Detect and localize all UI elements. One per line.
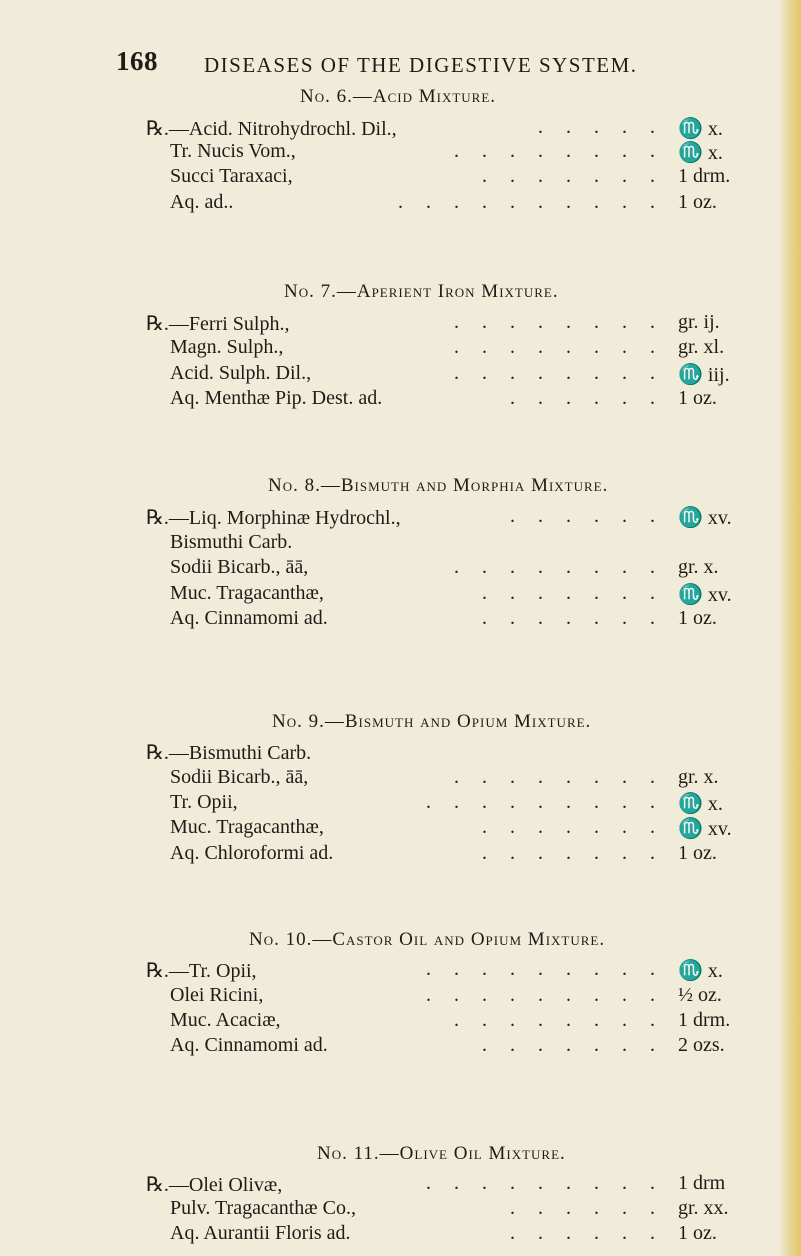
ingredient: Bismuthi Carb.	[170, 531, 293, 553]
dose: ♏ x.	[678, 960, 723, 982]
ingredient: Aq. ad..	[170, 191, 234, 213]
ingredient: Olei Ricini,	[170, 984, 264, 1006]
dot-leader: . . . . .	[538, 116, 664, 138]
recipe-row	[146, 140, 746, 168]
page-edge	[779, 0, 801, 1256]
ingredient: ℞.—Tr. Opii,	[146, 960, 257, 982]
recipe-row	[146, 531, 746, 559]
ingredient: Succi Taraxaci,	[170, 165, 293, 187]
page-header	[116, 46, 638, 77]
dose: gr. xl.	[678, 336, 725, 358]
dose: ♏ xv.	[678, 507, 732, 529]
dose: 1 drm.	[678, 1009, 731, 1031]
recipe-row	[146, 791, 746, 819]
recipe-row	[146, 1009, 746, 1037]
dot-leader: . . . . . . .	[482, 165, 664, 187]
recipe-row	[146, 1172, 746, 1200]
ingredient: Pulv. Tragacanthæ Co.,	[170, 1197, 356, 1219]
dose: 1 oz.	[678, 387, 717, 409]
recipe-row	[146, 1197, 746, 1225]
section-title-text: No. 8.—Bismuth and Morphia Mixture.	[268, 475, 609, 496]
dose: ♏ x.	[678, 793, 723, 815]
section-title	[268, 475, 608, 497]
dot-leader: . . . . . . . . .	[426, 791, 664, 813]
recipe-row	[146, 607, 746, 635]
ingredient: Muc. Tragacanthæ,	[170, 582, 324, 604]
dose: 1 oz.	[678, 1222, 717, 1244]
dot-leader: . . . . . .	[510, 1197, 664, 1219]
dot-leader: . . . . . .	[510, 505, 664, 527]
dose: ♏ iij.	[678, 364, 730, 386]
ingredient: ℞.—Acid. Nitrohydrochl. Dil.,	[146, 118, 397, 140]
ingredient: Magn. Sulph.,	[170, 336, 284, 358]
dot-leader: . . . . . . . .	[454, 311, 664, 333]
section-title	[300, 86, 496, 108]
ingredient: Aq. Cinnamomi ad.	[170, 607, 328, 629]
section-title	[272, 711, 591, 733]
recipe-row	[146, 505, 746, 533]
dot-leader: . . . . . . . .	[454, 556, 664, 578]
dot-leader: . . . . . .	[510, 1222, 664, 1244]
dose: ½ oz.	[678, 984, 722, 1006]
recipe-row	[146, 740, 746, 768]
ingredient: Aq. Chloroformi ad.	[170, 842, 334, 864]
ingredient: Tr. Nucis Vom.,	[170, 140, 296, 162]
ingredient: Muc. Acaciæ,	[170, 1009, 281, 1031]
dose: 1 oz.	[678, 842, 717, 864]
recipe-row	[146, 842, 746, 870]
running-title: DISEASES OF THE DIGESTIVE SYSTEM.	[204, 53, 638, 77]
ingredient: Tr. Opii,	[170, 791, 238, 813]
ingredient: Aq. Aurantii Floris ad.	[170, 1222, 351, 1244]
dot-leader: . . . . . . .	[482, 816, 664, 838]
section-title-text: No. 9.—Bismuth and Opium Mixture.	[272, 711, 592, 732]
dose: gr. x.	[678, 766, 719, 788]
ingredient: Sodii Bicarb., āā,	[170, 766, 309, 788]
dot-leader: . . . . . . . .	[454, 1009, 664, 1031]
ingredient: Aq. Menthæ Pip. Dest. ad.	[170, 387, 383, 409]
section-title	[317, 1143, 566, 1165]
recipe-row	[146, 1222, 746, 1250]
dot-leader: . . . . . . . . .	[426, 1172, 664, 1194]
dose: 2 ozs.	[678, 1034, 725, 1056]
recipe-row	[146, 165, 746, 193]
ingredient: Acid. Sulph. Dil.,	[170, 362, 312, 384]
recipe-row	[146, 958, 746, 986]
dose: ♏ x.	[678, 118, 723, 140]
dose: 1 drm	[678, 1172, 726, 1194]
recipe-row	[146, 362, 746, 390]
dot-leader: . . . . . . . .	[454, 336, 664, 358]
dot-leader: . . . . . . .	[482, 582, 664, 604]
section-title-text: No. 7.—Aperient Iron Mixture.	[284, 281, 559, 302]
recipe-row	[146, 816, 746, 844]
dot-leader: . . . . . . . . .	[426, 984, 664, 1006]
dose: 1 oz.	[678, 191, 717, 213]
dose: gr. x.	[678, 556, 719, 578]
dose: gr. xx.	[678, 1197, 729, 1219]
section-title	[249, 929, 605, 951]
dot-leader: . . . . . . . .	[454, 362, 664, 384]
dose: ♏ xv.	[678, 818, 732, 840]
recipe-row	[146, 1034, 746, 1062]
dot-leader: . . . . . . . . . .	[398, 191, 664, 213]
section-title-text: No. 11.—Olive Oil Mixture.	[317, 1143, 566, 1164]
recipe-row	[146, 191, 746, 219]
recipe-row	[146, 311, 746, 339]
recipe-row	[146, 387, 746, 415]
page-number: 168	[116, 46, 158, 76]
recipe-row	[146, 582, 746, 610]
ingredient: ℞.—Olei Olivæ,	[146, 1174, 283, 1196]
dot-leader: . . . . . . . .	[454, 140, 664, 162]
section-title-text: No. 6.—Acid Mixture.	[300, 86, 497, 107]
section-title	[284, 281, 559, 303]
recipe-row	[146, 556, 746, 584]
ingredient: ℞.—Liq. Morphinæ Hydrochl.,	[146, 507, 401, 529]
dot-leader: . . . . . . .	[482, 607, 664, 629]
dose: 1 oz.	[678, 607, 717, 629]
dose: 1 drm.	[678, 165, 731, 187]
dose: gr. ij.	[678, 311, 720, 333]
ingredient: Muc. Tragacanthæ,	[170, 816, 324, 838]
recipe-row	[146, 766, 746, 794]
recipe-row	[146, 336, 746, 364]
dot-leader: . . . . . . .	[482, 842, 664, 864]
dose: ♏ x.	[678, 142, 723, 164]
recipe-row	[146, 984, 746, 1012]
ingredient: Sodii Bicarb., āā,	[170, 556, 309, 578]
section-title-text: No. 10.—Castor Oil and Opium Mixture.	[249, 929, 606, 950]
dose: ♏ xv.	[678, 584, 732, 606]
dot-leader: . . . . . . . . .	[426, 958, 664, 980]
dot-leader: . . . . . .	[510, 387, 664, 409]
ingredient: Aq. Cinnamomi ad.	[170, 1034, 328, 1056]
dot-leader: . . . . . . . .	[454, 766, 664, 788]
dot-leader: . . . . . . .	[482, 1034, 664, 1056]
ingredient: ℞.—Bismuthi Carb.	[146, 742, 312, 764]
ingredient: ℞.—Ferri Sulph.,	[146, 313, 290, 335]
